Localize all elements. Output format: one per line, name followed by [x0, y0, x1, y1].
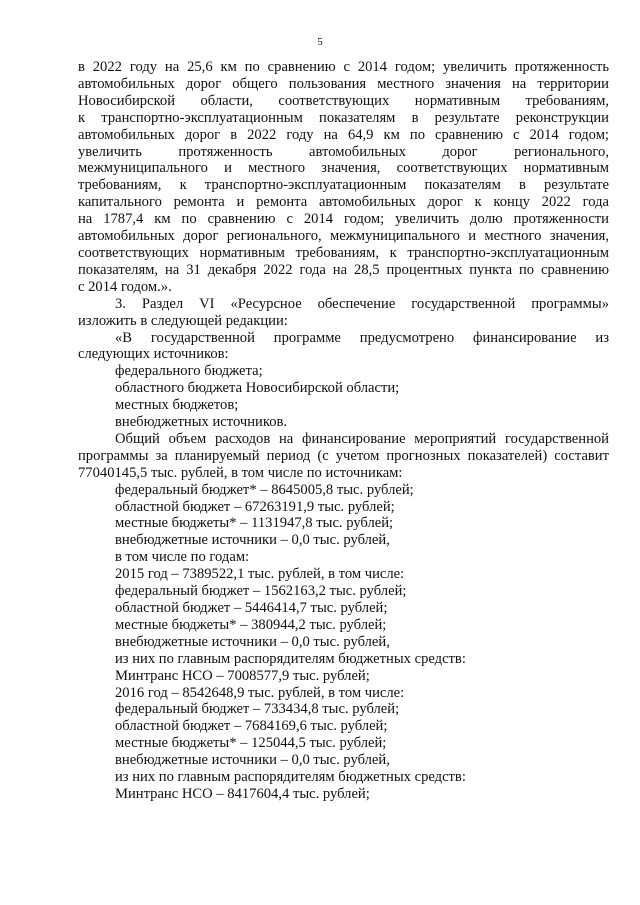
paragraph-line: межмуниципального и местного значения, соответствующих нормативным: [78, 160, 609, 177]
paragraph-line: автомобильных дорог общего пользования местного значения на территории: [78, 75, 609, 92]
document-body: [78, 59, 609, 803]
source-item: областного бюджета Новосибирской области;: [115, 380, 400, 397]
paragraph-line: требованиям, к транспортно-эксплуатационным показателям в результате: [78, 177, 609, 194]
year-2016-item: внебюджетные источники – 0,0 тыс. рублей,: [115, 752, 390, 769]
paragraph-line: автомобильных дорог регионального, межмуниципального и местного значения,: [78, 228, 609, 245]
breakdown-item: федеральный бюджет* – 8645005,8 тыс. рублей;: [115, 481, 414, 498]
year-2016-item: Минтранс НСО – 8417604,4 тыс. рублей;: [115, 785, 370, 802]
paragraph-line: увеличить протяженность автомобильных дорог регионального,: [78, 143, 609, 160]
paragraph-line: к транспортно-эксплуатационным показателям в результате реконструкции: [78, 109, 609, 126]
quote-intro-line: следующих источников:: [78, 346, 229, 363]
paragraph-line: показателям, на 31 декабря 2022 года на 28,5 процентных пункта по сравнению: [78, 261, 609, 278]
year-2015-item: Минтранс НСО – 7008577,9 тыс. рублей;: [115, 667, 370, 684]
breakdown-item: областной бюджет – 67263191,9 тыс. рублей;: [115, 498, 395, 515]
paragraph-line: на 1787,4 км по сравнению с 2014 годом; увеличить долю протяженности: [78, 211, 609, 228]
paragraph-line: в 2022 году на 25,6 км по сравнению с 2014 годом; увеличить протяженность: [78, 59, 609, 75]
year-2016-item: 2016 год – 8542648,9 тыс. рублей, в том числе:: [115, 684, 405, 701]
paragraph-line: автомобильных дорог в 2022 году на 64,9 км по сравнению с 2014 годом;: [78, 126, 609, 143]
year-2015-item: 2015 год – 7389522,1 тыс. рублей, в том числе:: [115, 566, 405, 583]
paragraph-line: с 2014 годом.».: [78, 278, 172, 295]
year-2015-item: областной бюджет – 5446414,7 тыс. рублей;: [115, 600, 388, 616]
total-line: программы за планируемый период (с учетом прогнозных показателей) составит: [78, 447, 609, 464]
breakdown-item: внебюджетные источники – 0,0 тыс. рублей,: [115, 532, 390, 549]
quote-intro-line: «В государственной программе предусмотрено финансирование из: [115, 329, 609, 346]
paragraph-line: капитального ремонта и ремонта автомобильных дорог к концу 2022 года: [78, 194, 609, 211]
source-item: местных бюджетов;: [115, 397, 239, 414]
paragraph-line: Новосибирской области, соответствующих нормативным требованиям,: [78, 92, 609, 109]
breakdown-item: местные бюджеты* – 1131947,8 тыс. рублей;: [115, 515, 394, 532]
paragraph-line: соответствующих нормативным требованиям, к транспортно-эксплуатационным: [78, 244, 609, 261]
item-3-line: изложить в следующей редакции:: [78, 312, 288, 329]
total-line: Общий объем расходов на финансирование мероприятий государственной: [115, 430, 609, 447]
year-2015-item: местные бюджеты* – 380944,2 тыс. рублей;: [115, 616, 387, 633]
item-3-line: 3. Раздел VI «Ресурсное обеспечение государственной программы»: [115, 295, 609, 312]
year-2015-item: внебюджетные источники – 0,0 тыс. рублей,: [115, 633, 390, 650]
year-2016-item: из них по главным распорядителям бюджетных средств:: [115, 769, 466, 786]
year-2016-item: федеральный бюджет – 733434,8 тыс. рублей;: [115, 701, 400, 718]
source-item: федерального бюджета;: [115, 363, 263, 380]
year-2016-item: областной бюджет – 7684169,6 тыс. рублей;: [115, 718, 388, 735]
year-2016-item: местные бюджеты* – 125044,5 тыс. рублей;: [115, 735, 387, 752]
year-2015-item: из них по главным распорядителям бюджетных средств:: [115, 650, 466, 667]
breakdown-item: в том числе по годам:: [115, 549, 250, 566]
total-line: 77040145,5 тыс. рублей, в том числе по источникам:: [78, 464, 403, 481]
page-number: 5: [317, 36, 323, 48]
source-item: внебюджетных источников.: [115, 414, 288, 431]
year-2015-item: федеральный бюджет – 1562163,2 тыс. рублей;: [115, 583, 407, 600]
